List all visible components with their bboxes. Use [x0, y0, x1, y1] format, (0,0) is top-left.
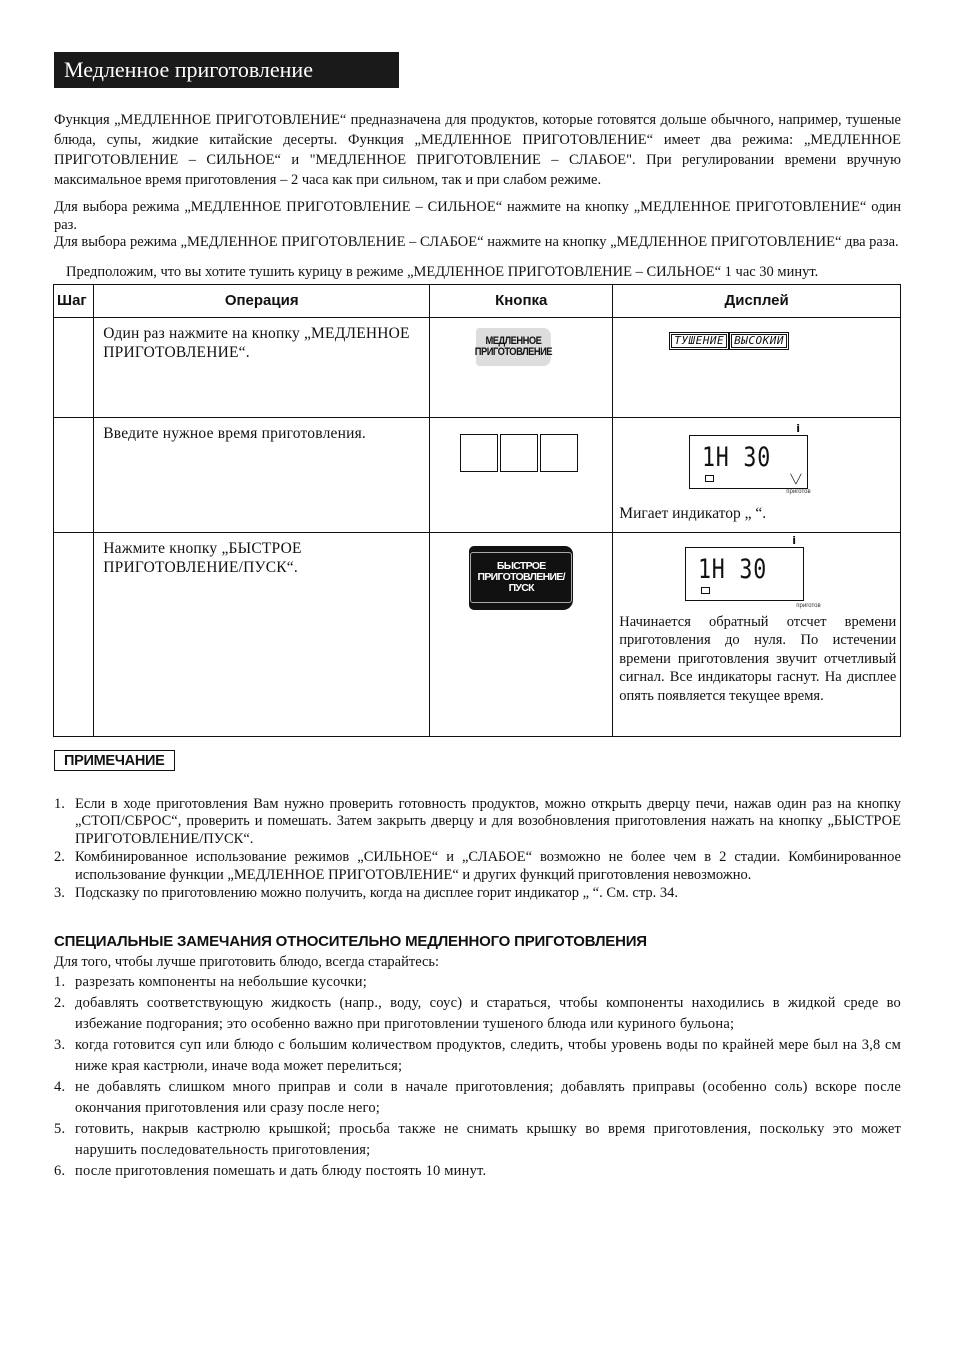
time-key[interactable]	[460, 434, 498, 472]
table-row	[54, 317, 901, 417]
operation-cell: Нажмите кнопку „БЫСТРОЕ ПРИГОТОВЛЕНИЕ/ПУСК“.	[94, 532, 430, 736]
notes-list	[54, 796, 901, 903]
display-level-segment: ВЫСОКИЙ	[731, 334, 787, 348]
step-cell	[54, 317, 94, 417]
table-row	[54, 417, 901, 532]
item-number: 6.	[54, 1162, 66, 1179]
header-step: Шаг	[54, 284, 94, 317]
display-note: Мигает индикатор „ “.	[619, 504, 767, 522]
list-item	[54, 1161, 901, 1182]
lcd-display	[685, 547, 804, 601]
lcd-display	[689, 435, 808, 489]
lcd-time-digits: 1H 30	[702, 441, 772, 473]
mode-selection	[54, 199, 901, 252]
slow-cook-button[interactable]	[476, 328, 551, 366]
lcd-time-digits: 1H 30	[698, 553, 768, 585]
tips-list	[54, 972, 901, 1182]
lcd-square-icon	[701, 587, 710, 594]
time-key[interactable]	[500, 434, 538, 472]
mode-strong-text: Для выбора режима „МЕДЛЕННОЕ ПРИГОТОВЛЕНИЕ – СИЛЬНОЕ“ нажмите на кнопку „МЕДЛЕННОЕ ПРИГОТОВЛЕНИЕ“ один раз.	[54, 199, 901, 233]
item-number: 2.	[54, 994, 66, 1011]
item-text: Комбинированное использование режимов „СИЛЬНОЕ“ и „СЛАБОЕ“ возможно не более чем в 2 стадии. Комбинированное использование функции „МЕДЛЕННОЕ ПРИГОТОВЛЕНИЕ“ и других функций приготовления невозможно.	[75, 849, 901, 883]
step-cell	[54, 532, 94, 736]
quick-start-line1: БЫСТРОЕ	[496, 560, 546, 572]
item-number: 3.	[54, 1036, 66, 1053]
indicator-label: приготов	[796, 602, 821, 609]
table-header-row	[54, 284, 901, 317]
page-title: Медленное приготовление	[54, 52, 399, 88]
button-cell	[430, 532, 613, 736]
item-number: 1.	[54, 973, 66, 990]
button-cell	[430, 317, 613, 417]
display-cell	[613, 417, 901, 532]
list-item	[54, 1119, 901, 1161]
table-row	[54, 532, 901, 736]
header-button: Кнопка	[430, 284, 613, 317]
header-display: Дисплей	[613, 284, 901, 317]
item-number: 4.	[54, 1078, 66, 1095]
display-cell	[613, 532, 901, 736]
header-operation: Операция	[94, 284, 430, 317]
list-item	[54, 849, 901, 884]
item-text: готовить, накрыв кастрюлю крышкой; просьба также не снимать крышку во время приготовления, поскольку это может нарушить последовательность приготовления;	[75, 1120, 901, 1158]
slow-cook-button-line1: МЕДЛЕННОЕ	[485, 334, 542, 347]
item-text: Подсказку по приготовлению можно получить, когда на дисплее горит индикатор „ “. См. стр. 34.	[75, 885, 678, 901]
list-item	[54, 1035, 901, 1077]
quick-start-button-face	[470, 552, 572, 603]
time-key[interactable]	[540, 434, 578, 472]
list-item	[54, 885, 901, 903]
button-cell	[430, 417, 613, 532]
quick-start-line3: ПУСК	[508, 582, 534, 594]
list-item	[54, 796, 901, 849]
operation-cell: Один раз нажмите на кнопку „МЕДЛЕННОЕ ПРИГОТОВЛЕНИЕ“.	[94, 317, 430, 417]
item-text: не добавлять слишком много приправ и соли в начале приготовления; добавлять приправы (особенно соль) вскоре после окончания приготовления или сразу после него;	[75, 1078, 901, 1116]
item-number: 3.	[54, 885, 65, 901]
item-text: после приготовления помешать и дать блюду постоять 10 минут.	[75, 1162, 487, 1179]
steps-table	[53, 284, 901, 737]
item-text: разрезать компоненты на небольшие кусочки;	[75, 973, 367, 990]
segment-display	[671, 334, 787, 348]
info-indicator-icon: i	[792, 533, 797, 547]
mode-weak-text: Для выбора режима „МЕДЛЕННОЕ ПРИГОТОВЛЕНИЕ – СЛАБОЕ“ нажмите на кнопку „МЕДЛЕННОЕ ПРИГОТОВЛЕНИЕ“ два раза.	[54, 234, 899, 250]
step-cell	[54, 417, 94, 532]
special-intro: Для того, чтобы лучше приготовить блюдо, всегда старайтесь:	[54, 953, 440, 970]
list-item	[54, 972, 901, 993]
list-item	[54, 993, 901, 1035]
display-cell	[613, 317, 901, 417]
lcd-square-icon	[705, 475, 714, 482]
intro-paragraph: Функция „МЕДЛЕННОЕ ПРИГОТОВЛЕНИЕ“ предназначена для продуктов, которые готовятся дольше обычного, например, тушеные блюда, супы, жидкие китайские десерты. Функция „МЕДЛЕННОЕ ПРИГОТОВЛЕНИЕ“ имеет два режима: „МЕДЛЕННОЕ ПРИГОТОВЛЕНИЕ – СИЛЬНОЕ“ и "МЕДЛЕННОЕ ПРИГОТОВЛЕНИЕ – СЛАБОЕ". При регулировании времени вручную максимальное время приготовления – 2 часа как при сильном, так и при слабом режиме.	[54, 112, 901, 188]
operation-cell: Введите нужное время приготовления.	[94, 417, 430, 532]
intro-section	[54, 110, 901, 190]
list-item	[54, 1077, 901, 1119]
item-text: Если в ходе приготовления Вам нужно проверить готовность продуктов, можно открыть дверцу печи, нажав один раз на кнопку „СТОП/СБРОС“, проверить и помешать. Затем закрыть дверцу и для возобновления приготовления нажать на кнопку „БЫСТРОЕ ПРИГОТОВЛЕНИЕ/ПУСК“.	[75, 795, 901, 847]
item-number: 5.	[54, 1120, 66, 1137]
display-note: Начинается обратный отсчет времени приготовления до нуля. По истечении времени приготовления звучит отчетливый сигнал. Все индикаторы гаснут. На дисплее опять появляется текущее время.	[619, 613, 897, 704]
quick-start-line2: ПРИГОТОВЛЕНИЕ/	[477, 571, 565, 583]
item-text: когда готовится суп или блюдо с большим количеством продуктов, следить, чтобы уровень воды по крайней мере был на 3,8 см ниже края кастрюли, иначе вода может перелиться;	[75, 1036, 901, 1074]
info-indicator-icon: i	[796, 421, 801, 435]
item-number: 2.	[54, 849, 65, 865]
display-mode-segment: ТУШЕНИЕ	[671, 334, 727, 348]
note-label: ПРИМЕЧАНИЕ	[54, 750, 175, 771]
quick-start-button[interactable]	[469, 546, 573, 610]
item-text: добавлять соответствующую жидкость (напр., воду, соус) и стараться, чтобы компоненты находились в жидкой среде во избежание подгорания; это особенно важно при приготовлении тушеного блюда или куриного бульона;	[75, 994, 901, 1032]
manual-page	[54, 52, 901, 1182]
item-number: 1.	[54, 795, 65, 812]
indicator-label: приготов	[786, 488, 811, 495]
time-keypad	[460, 434, 578, 472]
example-text: Предположим, что вы хотите тушить курицу в режиме „МЕДЛЕННОЕ ПРИГОТОВЛЕНИЕ – СИЛЬНОЕ“ 1 час 30 минут.	[66, 263, 819, 280]
slow-cook-button-line2: ПРИГОТОВЛЕНИЕ	[474, 345, 553, 358]
flash-indicator-icon: ╲╱	[790, 473, 802, 484]
special-section-title: СПЕЦИАЛЬНЫЕ ЗАМЕЧАНИЯ ОТНОСИТЕЛЬНО МЕДЛЕННОГО ПРИГОТОВЛЕНИЯ	[54, 932, 647, 950]
